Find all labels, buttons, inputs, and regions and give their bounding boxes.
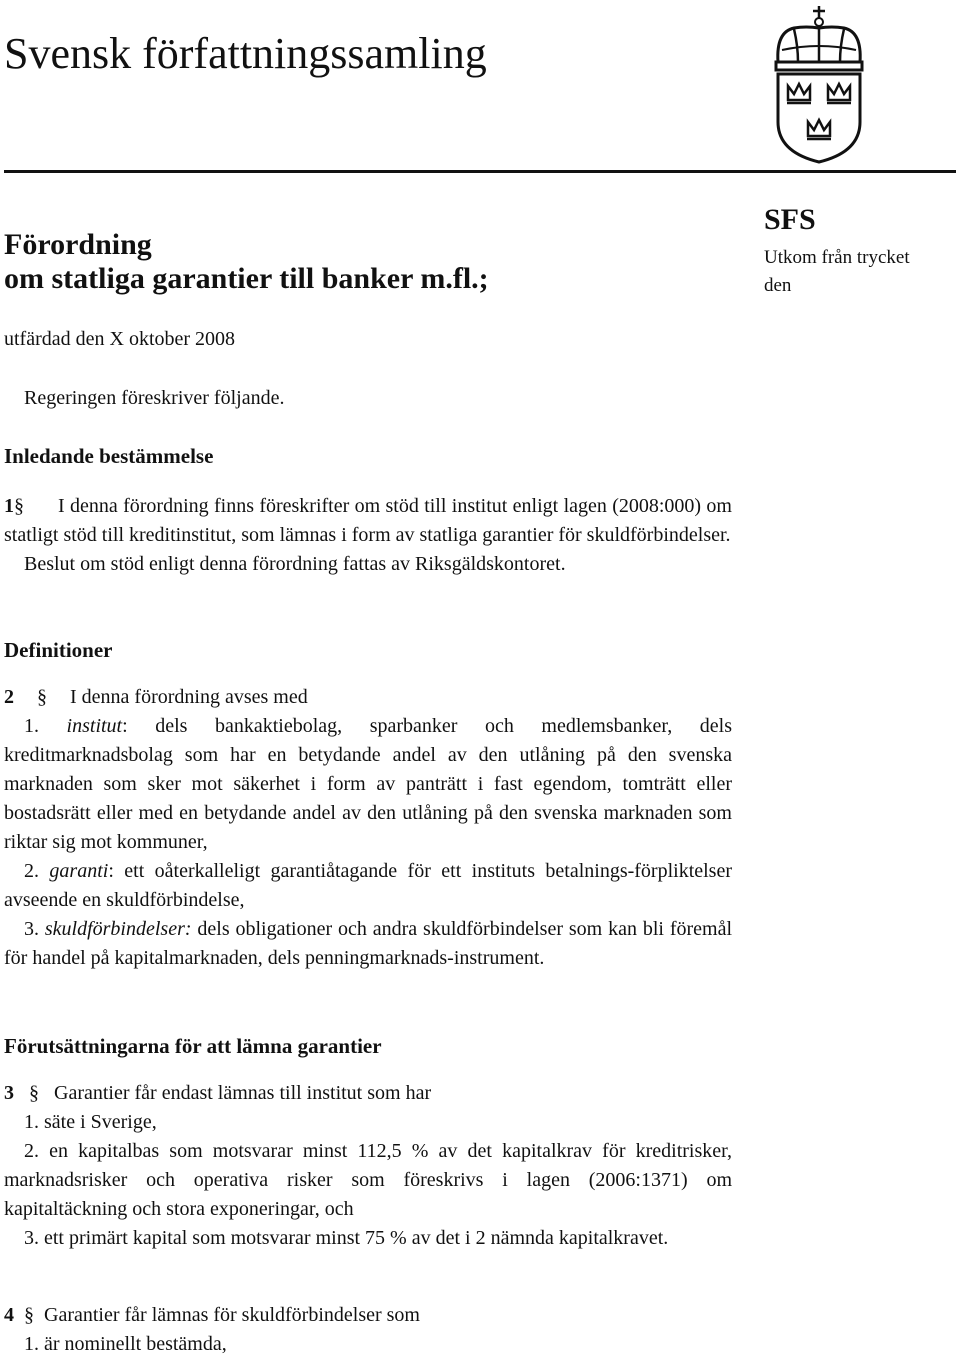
document-title [4, 228, 489, 296]
paragraph-4-number: 4 [4, 1304, 14, 1326]
condition-item-3: 3. ett primärt kapital som motsvarar minst 75 % av det i 2 nämnda kapitalkravet. [24, 1227, 669, 1249]
paragraph-1-second: Beslut om stöd enligt denna förordning fattas av Riksgäldskontoret. [24, 553, 566, 575]
definition-item-2-text: : ett oåterkalleligt garantiåtagande för ett instituts betalnings-förpliktelser avseende en skuldförbindelse, [4, 860, 733, 911]
swedish-coat-of-arms-emblem [764, 2, 874, 166]
published-line2: den [764, 275, 792, 296]
paragraph-2-number: 2 [4, 686, 14, 708]
paragraph-1 [4, 492, 732, 579]
definition-item-3-number: 3. [24, 918, 39, 940]
publication-info [764, 244, 910, 300]
paragraph-3-intro: Garantier får endast lämnas till institut som har [54, 1082, 432, 1104]
heading-definitioner: Definitioner [4, 638, 113, 662]
definition-term-skuldforbindelser: skuldförbindelser: [44, 918, 192, 940]
section-sign-icon: § [37, 686, 47, 708]
definition-item-3 [4, 915, 732, 973]
paragraph-4-item-1: 1. är nominellt bestämda, [24, 1333, 227, 1355]
paragraph-4 [4, 1301, 732, 1359]
preamble: Regeringen föreskriver följande. [24, 387, 285, 409]
sfs-label: SFS [764, 203, 816, 236]
document-title-line1: Förordning [4, 228, 152, 261]
issued-date: utfärdad den X oktober 2008 [4, 328, 236, 350]
masthead-rule [4, 170, 956, 173]
paragraph-2-intro: I denna förordning avses med [70, 686, 308, 708]
paragraph-2 [4, 683, 732, 973]
definition-item-2-number: 2. [24, 860, 39, 882]
section-sign-icon: § [14, 495, 24, 517]
paragraph-4-intro: Garantier får lämnas för skuldförbindelser som [44, 1304, 420, 1326]
heading-forutsattningar: Förutsättningarna för att lämna garantier [4, 1034, 382, 1058]
paragraph-1-text: I denna förordning finns föreskrifter om stöd till institut enligt lagen (2008:000) om statligt stöd till kreditinstitut, som lämnas i form av statliga garantier för skuldförbindelser. [4, 495, 732, 546]
paragraph-1-number: 1 [4, 495, 14, 517]
heading-inledande: Inledande bestämmelse [4, 444, 214, 468]
definition-item-1-text: : dels bankaktiebolag, sparbanker och medlemsbanker, dels kreditmarknadsbolag som har en betydande andel av den utlåning på den svenska marknaden som sker mot säkerhet i form av panträtt i fast egendom, tomträtt eller bostadsrätt eller med en betydande andel av den utlåning på den svenska marknaden som riktar sig mot kommuner, [4, 715, 732, 853]
section-sign-icon: § [24, 1304, 34, 1326]
condition-item-2: 2. en kapitalbas som motsvarar minst 112,5 % av det kapitalkrav för kreditrisker, marknadsrisker och operativa risker som föreskrivs i lagen (2006:1371) om kapitaltäckning och stora exponeringar, och [4, 1140, 732, 1220]
definition-item-2 [4, 857, 732, 915]
masthead-title: Svensk författningssamling [4, 29, 487, 78]
definition-item-1-number: 1. [24, 715, 39, 737]
definition-item-3-text: dels obligationer och andra skuldförbindelser som kan bli föremål för handel på kapitalmarknaden, dels penningmarknads-instrument. [4, 918, 733, 969]
paragraph-3-number: 3 [4, 1082, 14, 1104]
section-sign-icon: § [29, 1082, 39, 1104]
definition-term-institut: institut [66, 715, 123, 737]
paragraph-3 [4, 1079, 732, 1253]
published-line1: Utkom från trycket [764, 247, 910, 268]
document-title-line2: om statliga garantier till banker m.fl.; [4, 262, 489, 295]
definition-item-1 [4, 712, 732, 857]
definition-term-garanti: garanti [49, 860, 109, 882]
condition-item-1: 1. säte i Sverige, [24, 1111, 157, 1133]
